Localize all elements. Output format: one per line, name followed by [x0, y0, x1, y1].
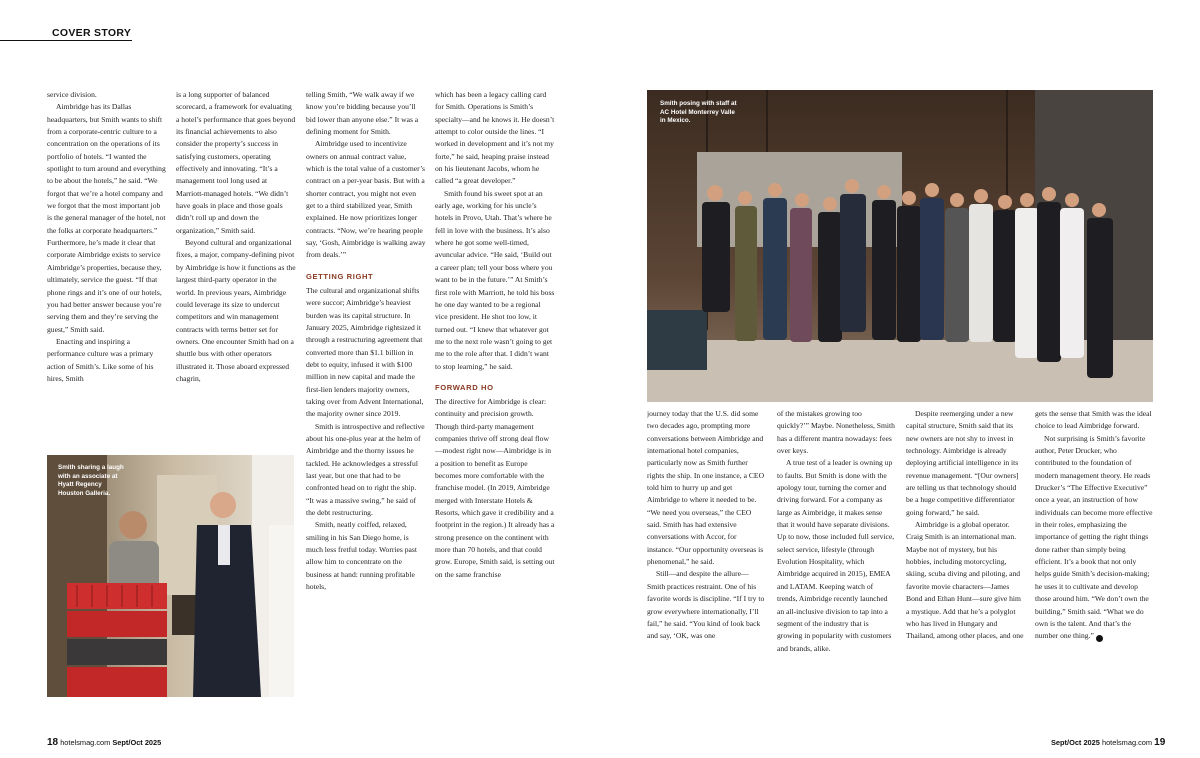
photo-caption-right: Smith posing with staff at AC Hotel Monterrey Valle in Mexico.	[660, 100, 737, 124]
folio-left	[47, 737, 161, 748]
section-label: COVER STORY	[52, 27, 132, 39]
folio-issue-left: Sept/Oct 2025	[112, 738, 162, 747]
paragraph: The cultural and organizational shifts were succor; Aimbridge’s heaviest burden was its capital structure. In January 2025, Aimbridge rightsized it through a restructuring agreement that converted more than $1.1 billion in debt to equity, infused it with $100 million in new capital and made the first-lien lenders majority owners, taking over from Advent International, the majority owner since 2019.	[306, 285, 424, 419]
paragraph: telling Smith, “We walk away if we know you’re bidding because you’ll bid lower than anyone else.” It was a defining moment for Smith.	[306, 90, 419, 137]
text-column-8	[1035, 408, 1153, 701]
text-column-5	[647, 408, 765, 701]
paragraph: A true test of a leader is owning up to faults. But Smith is done with the apology tour, turning the corner and driving forward. For a company as large as Aimbridge, it makes sense that it would have separate divisions. Up to now, those included full service, select service, lifestyle (through Evolution Hospitality, which Aimbridge acquired in 2015), EMEA and LATAM. Keeping watch of trends, Aimbridge recently launched an all-inclusive division to tap into a segment of the industry that is growing in popularity with customers and brands, alike.	[777, 458, 895, 653]
paragraph: gets the sense that Smith was the ideal choice to lead Aimbridge forward.	[1035, 409, 1152, 431]
paragraph: Aimbridge is a global operator. Craig Smith is an international man. Maybe not of mystery, but his hobbies, including motorcycling, skiing, scuba diving and piloting, and favorite movie characters—James Bond and Ethan Hunt—sure give him a mystique. Add that he’s a polyglot who has lived in Hungary and Thailand, among other places, and one	[906, 520, 1024, 641]
photo-hyatt-regency	[47, 455, 294, 697]
paragraph: Smith found his sweet spot at an early age, working for his uncle’s hotels in Provo, Utah. That’s where he fell in love with the business. It’s also where he got some well-timed, avuncular advice. “He said, ‘Build out a career plan; tell your boss where you want to be in the future.’” At Smith’s first role with Marriott, he told his boss he one day wanted to be a regional vice president. He shot too low, it turned out. “I knew that whatever got me to the next role wasn’t going to get me to the role after that. I didn’t want to stop learning,” he said.	[435, 188, 555, 371]
folio-site-left: hotelsmag.com	[60, 738, 111, 747]
paragraph: Despite reemerging under a new capital structure, Smith said that its new owners are not shy to invest in technology. Aimbridge is already deploying artificial intelligence in its revenue management. “[Our owners] are telling us that technology should be a huge competitive differentiator going forward,” he said.	[906, 409, 1019, 517]
folio-right	[1051, 737, 1165, 748]
end-mark-icon: H	[1096, 635, 1103, 642]
folio-site-right: hotelsmag.com	[1101, 738, 1153, 747]
paragraph: Still—and despite the allure—Smith practices restraint. One of his favorite words is discipline. “If I try to grow everywhere internationally, I’ll fail,” he said. “You kind of look back and say, ‘OK, was one	[647, 569, 765, 641]
paragraph: Aimbridge has its Dallas headquarters, but Smith wants to shift from a corporate-centric culture to a concentration on the operations of its portfolio of hotels. “I wanted the spotlight to turn around and everything to be about the hotels,” he said. “We forgot that we’re a hotel company and we forgot that the most important job is the general manager of the hotel, not the folks at corporate headquarters.” Furthermore, he’s made it clear that corporate Aimbridge exists to service Aimbridge’s properties, because they, ultimately, service the guest. “If that phone rings and it’s one of our hotels, you had better answer because you’re serving them and they’re serving the guest,” Smith said.	[47, 102, 166, 334]
folio-issue-right: Sept/Oct 2025	[1051, 738, 1100, 747]
text-column-2	[176, 89, 296, 445]
paragraph: which has been a legacy calling card for Smith. Operations is Smith’s specialty—and he knows it. He doesn’t attempt to color outside the lines. “I worked in development and it’s not my forte,” he said, heaping praise instead on his lieutenant Jacobs, whom he called “a great developer.”	[435, 90, 555, 186]
text-column-6	[777, 408, 895, 701]
photo-caption-left: Smith sharing a laugh with an associate at Hyatt Regency Houston Galleria.	[58, 464, 124, 497]
subheading-getting-right: GETTING RIGHT	[306, 271, 374, 281]
text-column-1	[47, 89, 167, 445]
group-photo-illustration	[647, 90, 1153, 402]
paragraph: is a long supporter of balanced scorecard, a framework for evaluating a hotel’s performance that goes beyond its financial achievements to also consider the property’s success in satisfying customers, operating effectively and innovating. “It’s a management tool long used at Marriott-managed hotels. “We didn’t have goals in place and those goals didn’t roll up and down the organization,” Smith said.	[176, 90, 296, 235]
paragraph: Beyond cultural and organizational fixes, a major, company-defining pivot by Aimbridge is how it functions as the largest third-party operator in the world. In previous years, Aimbridge could leverage its size to undercut competitors and win management contracts with terms better set for owners. One encounter Smith had on a shuttle bus with other operators illustrated it. Those aboard expressed chagrin,	[176, 238, 296, 383]
paragraph: Smith is introspective and reflective about his one-plus year at the helm of Aimbridge and the thorny issues he tackled. He acknowledges a stressful last year, but one that had to be confronted head on to right the ship. “It was a massive swing,” he said of the debt restructuring.	[306, 421, 425, 517]
paragraph: of the mistakes growing too quickly?’” Maybe. Nonetheless, Smith has a different mantra nowadays: fees over keys.	[777, 409, 895, 456]
paragraph: Smith, neatly coiffed, relaxed, smiling in his San Diego home, is much less fretful today. Worries past allow him to concentrate on the business at hand: running profitable hotels,	[306, 520, 417, 592]
text-column-3	[306, 89, 426, 701]
text-column-4	[435, 89, 555, 701]
paragraph: service division.	[47, 90, 97, 99]
text-column-7	[906, 408, 1024, 701]
paragraph: Enacting and inspiring a performance culture was a primary action of Smith’s. Like some of his hires, Smith	[47, 336, 154, 383]
paragraph: The directive for Aimbridge is clear: continuity and precision growth. Though third-party management companies thrive off strong deal flow—modest right now—Aimbridge is in a position to benefit as Europe becomes more comfortable with the franchise model. (In 2019, Aimbridge merged with Interstate Hotels & Resorts, which gave it credibility and a footprint in the region.) It already has a strong presence on the continent with more than 70 hotels, and that could grow. Europe, Smith said, is setting out on the same franchise	[435, 396, 555, 579]
paragraph: journey today that the U.S. did some two decades ago, prompting more conversations between Aimbridge and international hotel companies, particularly now as Smith further rights the ship. In one instance, a CEO told him to hurry up and get Aimbridge to where it needed to be. “We need you overseas,” the CEO said. Smith has had extensive conversations with Accor, for instance. “Our opportunity overseas is phenomenal,” he said.	[647, 409, 765, 567]
paragraph: Aimbridge used to incentivize owners on annual contract value, which is the total value of a customer’s contract on a per-year basis. But with a shorter contract, you might not even get to a third stabilized year, Smith explained. He now prioritizes longer contracts. “Now, we’re hearing people say, ‘Gosh, Aimbridge is walking away from deals.’”	[306, 139, 426, 260]
paragraph	[1035, 433, 1153, 643]
page-number-right: 19	[1154, 737, 1166, 748]
section-rule	[0, 40, 132, 41]
photo-ac-hotel-monterrey	[647, 90, 1153, 402]
page-number-left: 18	[47, 737, 59, 748]
subheading-forward-ho: FORWARD HO	[435, 382, 494, 392]
paragraph-text: Not surprising is Smith’s favorite author, Peter Drucker, who contributed to the foundation of modern management theory. He reads Drucker’s “The Effective Executive” once a year, an instruction of how individuals can become more effective in their roles, emphasizing the importance of getting the right things done rather than simply being efficient. It’s a book that not only helps guide Smith’s decision-making; he uses it to cultivate and develop those around him. “We don’t own the building,” Smith said. “What we do own is the talent. And that’s the number one thing.”	[1035, 433, 1153, 641]
